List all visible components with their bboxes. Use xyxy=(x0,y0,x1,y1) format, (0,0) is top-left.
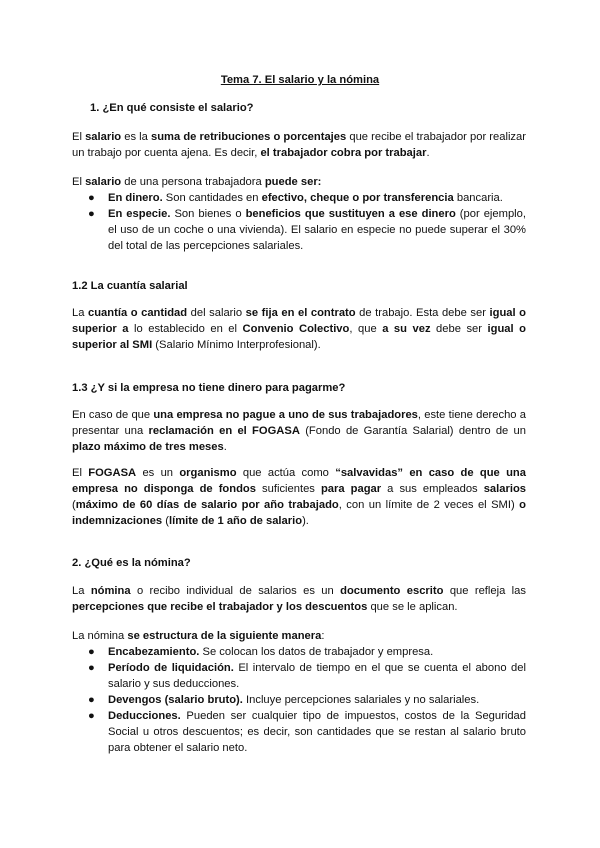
list-item: ● Encabezamiento. Se colocan los datos de trabajador y empresa. xyxy=(88,646,434,658)
bullet-icon: ● xyxy=(88,694,95,706)
bullet-icon: ● xyxy=(88,710,95,722)
bullet-icon: ● xyxy=(88,192,95,204)
section-1-paragraph-2: El salario de una persona trabajadora puede ser: xyxy=(72,176,322,188)
section-1-2-heading: 1.2 La cuantía salarial xyxy=(72,280,188,292)
section-1-paragraph-1: El salario es la suma de retribuciones o porcentajes que recibe el trabajador por realizar un trabajo por cuenta ajena. Es decir, el trabajador cobra por trabajar. xyxy=(72,131,526,159)
payroll-structure-list xyxy=(72,644,526,756)
list-item: ● En dinero. Son cantidades en efectivo, cheque o por transferencia bancaria. xyxy=(88,192,503,204)
bullet-icon: ● xyxy=(88,208,95,220)
section-1-2-paragraph: La cuantía o cantidad del salario se fija en el contrato de trabajo. Esta debe ser igual o superior a lo establecido en el Convenio Colectivo, que a su vez debe ser igual o superior al SMI (Salario Mínimo Interprofesional). xyxy=(72,307,526,351)
salary-types-list xyxy=(72,190,526,254)
list-item: ● Período de liquidación. El intervalo de tiempo en el que se cuenta el abono del salario y sus deducciones. xyxy=(88,662,526,690)
bullet-icon: ● xyxy=(88,646,95,658)
section-2-heading: 2. ¿Qué es la nómina? xyxy=(72,557,191,569)
section-2-paragraph-1: La nómina o recibo individual de salarios es un documento escrito que refleja las percepciones que recibe el trabajador y los descuentos que se le aplican. xyxy=(72,585,526,613)
document-title: Tema 7. El salario y la nómina xyxy=(220,74,380,86)
section-2-paragraph-2: La nómina se estructura de la siguiente manera: xyxy=(72,630,325,642)
section-1-3-paragraph-2: El FOGASA es un organismo que actúa como “salvavidas” en caso de que una empresa no disponga de fondos suficientes para pagar a sus empleados salarios (máximo de 60 días de salario por año trabajado, con un límite de 2 veces el SMI) o indemnizaciones (límite de 1 año de salario). xyxy=(72,467,526,527)
list-item: ● En especie. Son bienes o beneficios que sustituyen a ese dinero (por ejemplo, el uso de un coche o una vivienda). El salario en especie no puede superar el 30% del total de las percepciones salariales. xyxy=(88,208,526,252)
section-1-3-heading: 1.3 ¿Y si la empresa no tiene dinero para pagarme? xyxy=(72,382,346,394)
list-item: ● Devengos (salario bruto). Incluye percepciones salariales y no salariales. xyxy=(88,694,480,706)
section-1-heading: 1. ¿En qué consiste el salario? xyxy=(90,102,254,114)
section-1-3-paragraph-1: En caso de que una empresa no pague a uno de sus trabajadores, este tiene derecho a presentar una reclamación en el FOGASA (Fondo de Garantía Salarial) dentro de un plazo máximo de tres meses. xyxy=(72,409,526,453)
bullet-icon: ● xyxy=(88,662,95,674)
list-item: ● Deducciones. Pueden ser cualquier tipo de impuestos, costos de la Seguridad Social u otros descuentos; es decir, son cantidades que se restan al salario bruto para obtener el salario neto. xyxy=(88,710,526,754)
